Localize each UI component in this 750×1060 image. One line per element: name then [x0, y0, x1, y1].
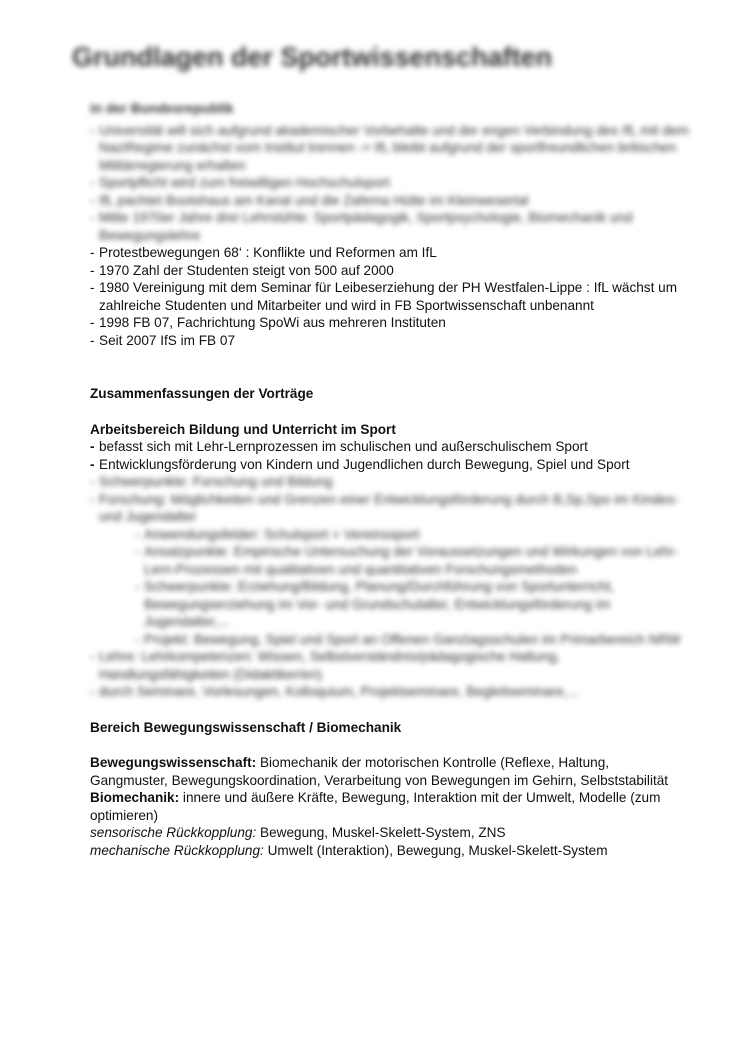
- section-heading-biomechanik: Bereich Bewegungswissenschaft / Biomechanik: [90, 719, 402, 735]
- list-item: - Mitte 1970er Jahre drei Lehrstühle: Sportpädagogik, Sportpsychologie, Biomechanik und Bewegungslehre: [90, 210, 633, 243]
- paragraph-mechanische-rueckkopplung: mechanische Rückkopplung: Umwelt (Interaktion), Bewegung, Muskel-Skelett-System: [90, 842, 608, 858]
- sub-list-item: - Schwerpunkte: Erziehung/Bildung, Planung/Durchführung von Sportunterricht, Bewegungserziehung im Vor- und Grundschulalter, Entwicklungsförderung im Jugendalter,...: [135, 579, 615, 629]
- list-item: - Seit 2007 IfS im FB 07: [90, 332, 236, 348]
- list-item: - 1970 Zahl der Studenten steigt von 500 auf 2000: [90, 262, 394, 278]
- paragraph-biomechanik: Biomechanik: innere und äußere Kräfte, Bewegung, Interaktion mit der Umwelt, Modelle (zum optimieren): [90, 790, 661, 823]
- list-item: - 1998 FB 07, Fachrichtung SpoWi aus mehreren Instituten: [90, 315, 446, 330]
- list-item: - Forschung: Möglichkeiten und Grenzen einer Entwicklungsförderung durch B,Sp,Spo im Kindes- und Jugendalter: [90, 491, 679, 524]
- list-item: - Schwerpunkte: Forschung und Bildung: [90, 474, 333, 489]
- list-item: - 1980 Vereinigung mit dem Seminar für Leibeserziehung der PH Westfalen-Lippe : IfL wächst um zahlreiche Studenten und Mitarbeiter und wird in FB Sportwissenschaft unbenannt: [90, 280, 678, 313]
- sub-list-item: - Projekt: Bewegung, Spiel und Sport an Offenen Ganztagsschulen im Primarbereich NRW: [135, 631, 681, 647]
- sub-list-item: - Anwendungsfelder: Schulsport + Vereinssport: [135, 526, 420, 542]
- document-content: [90, 100, 690, 859]
- list-item: - durch Seminare, Vorlesungen, Kolloquium, Projektseminare, Begleitseminare,...: [90, 684, 579, 699]
- list-item: - Protestbewegungen 68‘ : Konflikte und Reformen am IfL: [90, 245, 437, 260]
- list-item: - Universität will sich aufgrund akademischer Vorbehalte und der engen Verbindung des IfL mit dem NaziRegime zunächst vom Institut trennen -> IfL bleibt aufgrund der sportfreundlichen britischen Militärregierung erhalten: [90, 122, 689, 173]
- list-item: - Sportpflicht wird zum freiwilligen Hochschulsport: [90, 175, 390, 190]
- sub-list-item: - Ansatzpunkte: Empirische Untersuchung der Voraussetzungen und Wirkungen von Lehr-Lern-Prozessen mit qualitativen und quantitativen Forschungsmethoden: [135, 544, 679, 577]
- list-item: - befasst sich mit Lehr-Lernprozessen im schulischen und außerschulischem Sport: [90, 439, 588, 454]
- paragraph-sensorische-rueckkopplung: sensorische Rückkopplung: Bewegung, Muskel-Skelett-System, ZNS: [90, 825, 506, 840]
- page-title: Grundlagen der Sportwissenschaften: [72, 42, 553, 72]
- section-heading-bundesrepublik: in der Bundesrepublik: [90, 101, 234, 116]
- list-item: - Lehre: Lehrkompetenzen: Wissen, Selbstverständnis/pädagogische Haltung, Handlungsfähigkeiten (Didaktiker/en): [90, 649, 560, 682]
- paragraph-bewegungswissenschaft: Bewegungswissenschaft: Biomechanik der motorischen Kontrolle (Reflexe, Haltung, Gangmuster, Bewegungskoordination, Verarbeitung von Bewegungen im Gehirn, Selbststabilität: [90, 755, 669, 788]
- subsection-heading-bildung: Arbeitsbereich Bildung und Unterricht im Sport: [90, 421, 396, 437]
- section-heading-zusammenfassungen: Zusammenfassungen der Vorträge: [90, 386, 314, 401]
- list-item: - IfL pachtet Bootshaus am Kanal und die Zafema Hütte im Kleinwesertal: [90, 192, 529, 208]
- list-item: - Entwicklungsförderung von Kindern und Jugendlichen durch Bewegung, Spiel und Sport: [90, 456, 630, 472]
